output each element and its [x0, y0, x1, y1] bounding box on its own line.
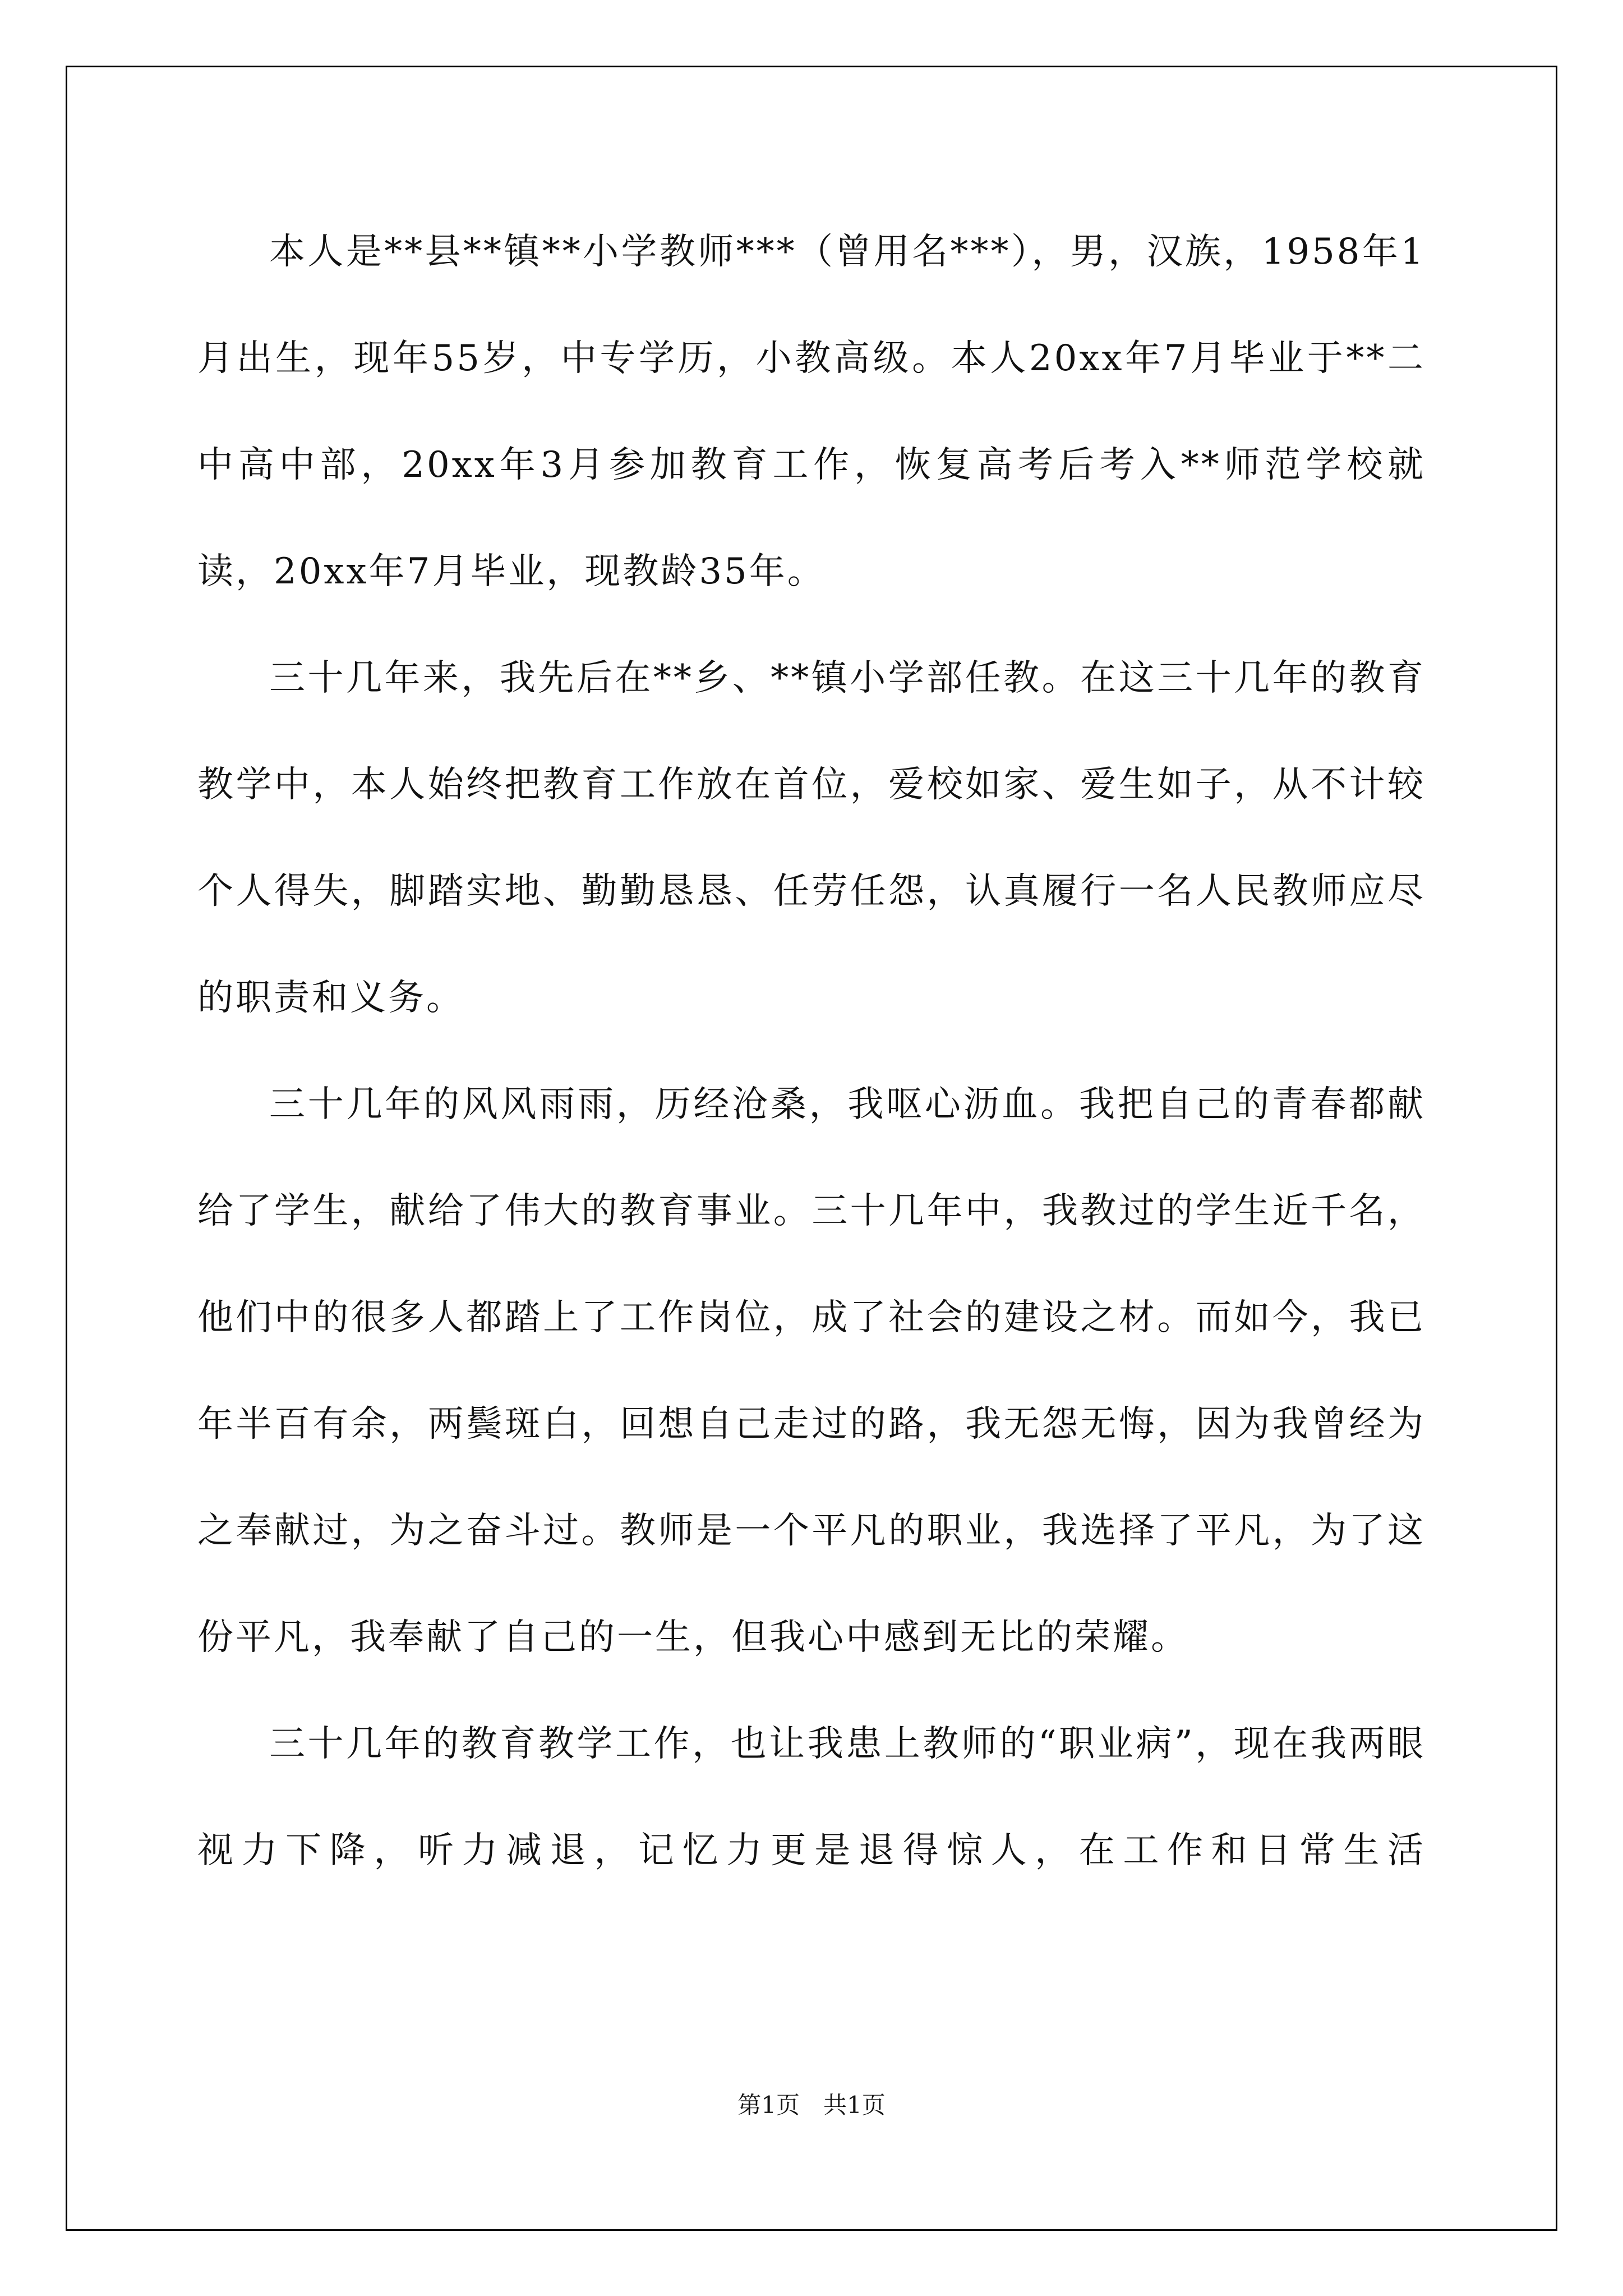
paragraph-4: 三十几年的教育教学工作，也让我患上教师的“职业病”，现在我两眼视力下降，听力减退，记忆力更是退得惊人，在工作和日常生活	[197, 1723, 1426, 1871]
page-number-footer: 第1页 共1页	[737, 2091, 886, 2119]
paragraph-2: 三十几年来，我先后在**乡、**镇小学部任教。在这三十几年的教育教学中，本人始终把教育工作放在首位，爱校如家、爱生如子，从不计较个人得失，脚踏实地、勤勤恳恳、任劳任怨，认真履行一名人民教师应尽的职责和义务。	[197, 657, 1426, 1019]
paragraph-3: 三十几年的风风雨雨，历经沧桑，我呕心沥血。我把自己的青春都献给了学生，献给了伟大的教育事业。三十几年中，我教过的学生近千名，他们中的很多人都踏上了工作岗位，成了社会的建设之材。而如今，我已年半百有余，两鬓斑白，回想自己走过的路，我无怨无悔，因为我曾经为之奉献过，为之奋斗过。教师是一个平凡的职业，我选择了平凡，为了这份平凡，我奉献了自己的一生，但我心中感到无比的荣耀。	[197, 1084, 1426, 1658]
document-body	[197, 199, 1426, 1904]
paragraph-1: 本人是**县**镇**小学教师***（曾用名***），男，汉族，1958年1月出生，现年55岁，中专学历，小教高级。本人20xx年7月毕业于**二中高中部，20xx年3月参加教育工作，恢复高考后考入**师范学校就读，20xx年7月毕业，现教龄35年。	[197, 231, 1426, 592]
